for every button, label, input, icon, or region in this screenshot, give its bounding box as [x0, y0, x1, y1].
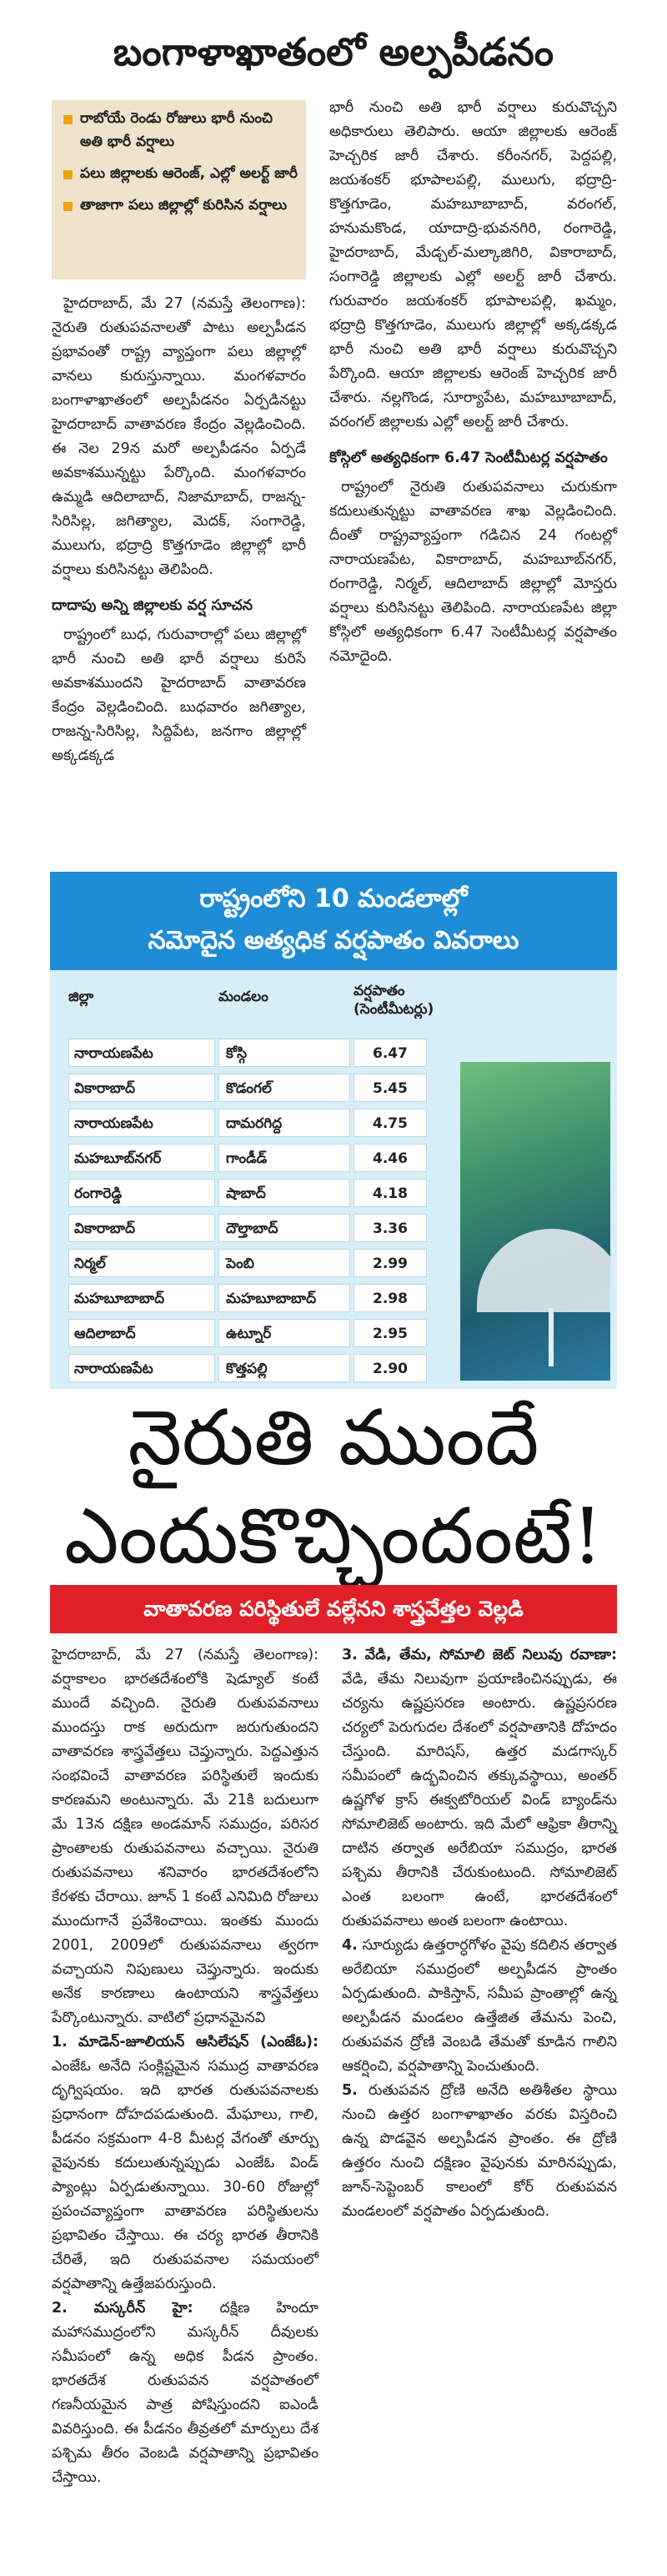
story2-title — [50, 1389, 617, 1586]
district-cell: రంగారెడ్డి — [68, 1179, 215, 1207]
table-row — [68, 1284, 485, 1314]
story1-para: హైదరాబాద్, మే 27 (నమస్తే తెలంగాణ): నైరుతి రుతుపవనాలతో పాటు అల్పపీడన ప్రభావంతో రాష్ట్ర వ్యాప్తంగా పలు జిల్లాల్లో వానలు కురుస్తున్నాయి. మంగళవారం బంగాళాఖాతంలో అల్పపీడనం ఏర్పడినట్టు హైదరాబాద్ వాతావరణ కేంద్రం వెల్లడించింది. ఈ నెల 29న మరో అల్పపీడనం ఏర్పడే అవకాశమున్నట్టు పేర్కొంది. మంగళవారం ఉమ్మడి ఆదిలాబాద్, నిజామాబాద్, రాజన్న-సిరిసిల్ల, జగిత్యాల, మెదక్, సంగారెడ్డి, ములుగు, భద్రాద్రి కొత్తగూడెం జిల్లాల్లో భారీ వర్షాలు కురిసినట్టు తెలిపింది. — [52, 295, 306, 578]
district-cell: నిర్మల్ — [68, 1249, 215, 1277]
item-heading: మాడెన్-జూలియన్ ఆసిలేషన్ (ఎంజేఓ): — [78, 2034, 318, 2050]
col-district-header: జిల్లా — [68, 989, 94, 1005]
table-row — [68, 1109, 485, 1139]
rain-cell: 5.45 — [354, 1074, 427, 1102]
highlight-item: రాబోయే రెండు రోజులు భారీ నుంచి అతి భారీ వర్షాలు — [60, 107, 298, 153]
story1-para: భారీ నుంచి అతి భారీ వర్షాలు కురువొచ్చని అధికారులు తెలిపారు. ఆయా జిల్లాలకు ఆరెంజ్ హెచ్చరిక జారీ చేశారు. కరీంనగర్, పెద్దపల్లి, జయశంకర్ భూపాలపల్లి, ములుగు, భద్రాద్రి-కొత్తగూడెం, మహబూబాబాద్, వరంగల్, హనుమకొండ, యాదాద్రి-భువనగిరి, రంగారెడ్డి, హైదరాబాద్, మేడ్చల్-మల్కాజిగిరి, వికారాబాద్, సంగారెడ్డి జిల్లాలకు ఎల్లో అలర్ట్ జారీ చేశారు. గురువారం జయశంకర్ భూపాలపల్లి, ఖమ్మం, భద్రాద్రి కొత్తగూడెం, ములుగు జిల్లాల్లో అక్కడక్కడ భారీ నుంచి అతి భారీ వర్షాలు కురువొచ్చని పేర్కొంది. ఆయా జిల్లాలకు ఆరెంజ్ హెచ్చరిక జారీ చేశారు. నల్లగొండ, సూర్యాపేట, మహబూబాబాద్, వరంగల్ జిల్లాలకు ఎల్లో అలర్ట్ జారీ చేశారు. — [329, 99, 617, 430]
story1-para: రాష్ట్రంలో బుధ, గురువారాల్లో పలు జిల్లాల్లో భారీ నుంచి అతి భారీ వర్షాలు కురిసే అవకాశముందని హైదరాబాద్ వాతావరణ కేంద్రం వెల్లడించింది. బుధవారం జగిత్యాల, రాజన్న-సిరిసిల్ల, సిద్దిపేట, జనగాం జిల్లాల్లో అక్కడక్కడ — [52, 626, 306, 764]
highlight-item: పలు జిల్లాలకు ఆరెంజ్, ఎల్లో అలర్ట్ జారీ — [60, 162, 298, 185]
rain-cell: 3.36 — [354, 1214, 427, 1242]
rain-cell: 2.90 — [354, 1354, 427, 1382]
district-cell: ఆదిలాబాద్ — [68, 1319, 215, 1347]
mandal-cell: ఉట్నూర్ — [218, 1319, 350, 1347]
mandal-cell: కొడంగల్ — [218, 1074, 350, 1102]
story2-subtitle-band: వాతావరణ పరిస్థితులే వల్లేనని శాస్త్రవేత్తల వెల్లడి — [50, 1585, 617, 1633]
district-cell: వికారాబాద్ — [68, 1214, 215, 1242]
table-row — [68, 1214, 485, 1244]
story2-item — [342, 1643, 617, 1934]
item-number: 5. — [342, 2082, 358, 2099]
highlights-box — [52, 100, 306, 279]
district-cell: నారాయణపేట — [68, 1039, 215, 1067]
mandal-cell: గాండీడ్ — [218, 1144, 350, 1172]
mandal-cell: కోస్గి — [218, 1039, 350, 1067]
mandal-cell: పెంబి — [218, 1249, 350, 1277]
district-cell: నారాయణపేట — [68, 1354, 215, 1382]
mandal-cell: దౌల్తాబాద్ — [218, 1214, 350, 1242]
umbrella-handle — [549, 1308, 554, 1366]
story1-right-column — [329, 96, 617, 669]
rainfall-table-box — [50, 872, 617, 1389]
story2-right-column — [342, 1643, 617, 2224]
table-body — [68, 1039, 485, 1389]
item-text: రుతుపవన ద్రోణి అనేది అతిశీతల స్థాయి నుంచి ఉత్తర బంగాళాఖాతం వరకు విస్తరించి ఉన్న పొడవైన అల్పపీడన ప్రాంతం. ఈ ద్రోణి ఉత్తరం నుంచి దక్షిణం వైపునకు మారినప్పుడు, జూన్-సెప్టెంబర్ కాలంలో కోర్ రుతుపవన మండలంలో వర్షపాతం ఏర్పడుతుంది. — [342, 2082, 617, 2220]
rain-cell: 4.18 — [354, 1179, 427, 1207]
table-banner-line1: రాష్ట్రంలోని 10 మండలాల్లో — [199, 884, 468, 913]
story1-para: రాష్ట్రంలో నైరుతి రుతుపవనాలు చురుకుగా కదులుతున్నట్టు వాతావరణ శాఖ వెల్లడించింది. దీంతో రాష్ట్రవ్యాప్తంగా గడిచిన 24 గంటల్లో నారాయణపేట, వికారాబాద్, మహబూబ్‌నగర్, రంగారెడ్డి, నిర్మల్, ఆదిలాబాద్ జిల్లాల్లో మోస్తరు వర్షాలు కురిసినట్టు తెలిపింది. నారాయణపేట జిల్లా కోస్గిలో అత్యధికంగా 6.47 సెంటీమీటర్ల వర్షపాతం నమోదైంది. — [329, 479, 617, 665]
table-row — [68, 1144, 485, 1174]
item-number: 1. — [52, 2034, 68, 2050]
highlight-item: తాజాగా పలు జిల్లాల్లో కురిసిన వర్షాలు — [60, 194, 298, 217]
story2-title-line1: నైరుతి ముందే — [128, 1393, 539, 1482]
mandal-cell: మహబూబాబాద్ — [218, 1284, 350, 1312]
table-row — [68, 1179, 485, 1209]
item-text: వేడి, తేమ నిలువుగా ప్రయాణించినప్పుడు, ఈ చర్యను ఉష్ణప్రసరణ అంటారు. ఉష్ణప్రసరణ చర్యలో పెరుగుదల దేశంలో వర్షపాతానికి దోహదం చేస్తుంది. మారిషస్, ఉత్తర మడగాస్కర్ సమీపంలో ఉద్భవించిన తక్కువస్థాయి, అంతర్ ఉష్ణగోళ క్రాస్ ఈక్వటోరియల్ విండ్ బ్యాండ్‌ను సోమాలిజెట్ అంటారు. ఇది మేలో ఆఫ్రికా తీరాన్ని దాటిన తర్వాత అరేబియా సముద్రం, భారత పశ్చిమ తీరానికి చేరుకుంటుంది. సోమాలిజెట్ ఎంత బలంగా ఉంటే, భారతదేశంలో రుతుపవనాలు అంత బలంగా ఉంటాయి. — [342, 1671, 617, 1929]
mandal-cell: కొత్తపల్లి — [218, 1354, 350, 1382]
district-cell: వికారాబాద్ — [68, 1074, 215, 1102]
item-heading: వేడి, తేమ, సోమాలి జెట్ నిలువు రవాణా: — [364, 1647, 617, 1663]
rain-cell: 6.47 — [354, 1039, 427, 1067]
story2-item — [52, 2030, 318, 2297]
umbrella-rain-photo — [460, 1062, 610, 1381]
item-number: 3. — [342, 1647, 358, 1663]
item-text: ఎంజేఓ అనేది సంక్లిష్టమైన సముద్ర వాతావరణ దృగ్విషయం. ఇది భారత రుతుపవనాలకు ప్రధానంగా దోహదపడుతుంది. మేఘాలు, గాలి, పీడనం సక్రమంగా 4-8 మీటర్ల వేగంతో తూర్పు వైపునకు కదులుతున్నప్పుడు ఎంజేఓ విండ్ ప్యాంట్లు ఏర్పడుతున్నాయి. 30-60 రోజుల్లో ప్రపంచవ్యాప్తంగా వాతావరణ పరిస్థితులను ప్రభావితం చేస్తాయి. ఈ చర్య భారత తీరానికి చేరితే, ఇది రుతుపవనాల సమయంలో వర్షపాతాన్ని ఉత్తేజపరుస్తుంది. — [52, 2058, 318, 2292]
rain-cell: 2.98 — [354, 1284, 427, 1312]
table-row — [68, 1039, 485, 1069]
table-row — [68, 1319, 485, 1349]
district-cell: మహబూబాబాద్ — [68, 1284, 215, 1312]
story2-intro: హైదరాబాద్, మే 27 (నమస్తే తెలంగాణ): వర్షాకాలం భారతదేశంలోకి షెడ్యూల్ కంటే ముందే వచ్చింది. నైరుతి రుతుపవనాలు ముందస్తు రాక అరుదుగా జరుగుతుందని వాతావరణ శాస్త్రవేత్తలు చెప్తున్నారు. పెద్దఎత్తున సంభవించే వాతావరణ పరిస్థితులే ఇందుకు కారణమని అంటున్నారు. మే 21కి బదులుగా మే 13న దక్షిణ అండమాన్ సముద్రం, పరిసర ప్రాంతాలకు రుతుపవనాలు వచ్చాయి. నైరుతి రుతుపవనాలు శనివారం భారతదేశంలోని కేరళకు చేరాయి. జూన్ 1 కంటే ఎనిమిది రోజులు ముందుగానే ప్రవేశించాయి. ఇంతకు ముందు 2001, 2009లో రుతుపవనాలు త్వరగా వచ్చాయని నిపుణులు చెప్తున్నారు. ఇందుకు అనేక కారణాలు ఉంటాయని శాస్త్రవేత్తలు పేర్కొంటున్నారు. వాటిలో ప్రధానమైనవి — [52, 1647, 318, 2026]
story1-left-column — [52, 292, 306, 768]
story2-item — [342, 2079, 617, 2224]
mandal-cell: షాబాద్ — [218, 1179, 350, 1207]
story2-title-line2: ఎందుకొచ్చిందంటే! — [63, 1492, 603, 1581]
story2-left-column — [52, 1643, 318, 2490]
story1-subhead: దాదాపు అన్ని జిల్లాలకు వర్ష సూచన — [52, 597, 253, 614]
mandal-cell: దామరగిద్ద — [218, 1109, 350, 1137]
table-row — [68, 1249, 485, 1279]
story2-item — [342, 1934, 617, 2079]
umbrella-icon — [477, 1229, 610, 1312]
story2-item — [52, 2297, 318, 2490]
table-banner-line2: నమోదైన అత్యధిక వర్షపాతం వివరాలు — [148, 926, 519, 955]
col-mandal-header: మండలం — [218, 989, 268, 1005]
item-heading: మస్కరీన్ హై: — [93, 2300, 193, 2317]
district-cell: మహబూబ్‌నగర్ — [68, 1144, 215, 1172]
item-number: 4. — [342, 1937, 358, 1954]
rain-cell: 2.99 — [354, 1249, 427, 1277]
table-banner — [50, 872, 617, 970]
table-row — [68, 1354, 485, 1384]
item-text: దక్షిణ హిందూ మహాసముద్రంలోని మస్కరీన్ దీవులకు సమీపంలో ఉన్న అధిక పీడన ప్రాంతం. భారతదేశ రుతుపవన వర్షపాతంలో గణనీయమైన పాత్ర పోషిస్తుందని ఐఎండీ వివరిస్తుంది. ఈ పీడనం తీవ్రతలో మార్పులు దేశ పశ్చిమ తీరం వెంబడి వర్షపాతాన్ని ప్రభావితం చేస్తాయి. — [52, 2300, 318, 2486]
story1-subhead: కోస్గిలో అత్యధికంగా 6.47 సెంటీమీటర్ల వర్షపాతం — [329, 450, 608, 466]
rain-cell: 2.95 — [354, 1319, 427, 1347]
rain-cell: 4.75 — [354, 1109, 427, 1137]
district-cell: నారాయణపేట — [68, 1109, 215, 1137]
item-text: సూర్యుడు ఉత్తరార్ధగోళం వైపు కదిలిన తర్వాత అరేబియా సముద్రంలో అల్పపీడన ప్రాంతం ఏర్పడుతుంది. పాకిస్తాన్, సమీప ప్రాంతాల్లో ఉన్న అల్పపీడన మండలం ఉత్తేజిత తేమను పెంచి, రుతుపవన ద్రోణి వెంబడి తేమతో కూడిన గాలిని ఆకర్షించి, వర్షపాతాన్ని పెంచుతుంది. — [342, 1937, 617, 2075]
headline: బంగాళాఖాతంలో అల్పపీడనం — [113, 29, 554, 74]
item-number: 2. — [52, 2300, 68, 2317]
rain-cell: 4.46 — [354, 1144, 427, 1172]
table-row — [68, 1074, 485, 1104]
col-rain-header: వర్షపాతం (సెంటీమీటర్లు) — [354, 983, 434, 1018]
